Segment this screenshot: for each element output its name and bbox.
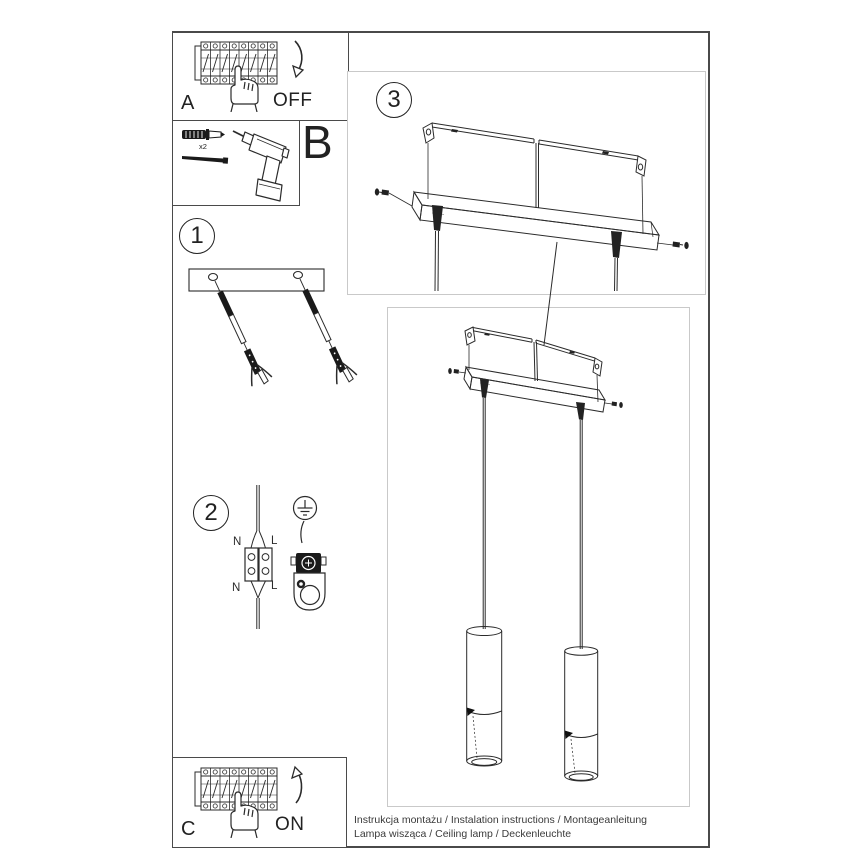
footer-line-1: Instrukcja montażu / Instalation instructions / Montageanleitung — [354, 814, 647, 826]
step3-box — [347, 71, 706, 295]
quantity-label: x2 — [199, 142, 207, 151]
panel-power-on — [173, 757, 347, 847]
on-label: ON — [275, 814, 305, 835]
circuit-breaker-illustration — [187, 764, 287, 838]
step1-number: 1 — [179, 218, 215, 254]
mounting-rail — [423, 123, 646, 176]
off-label: OFF — [273, 90, 313, 111]
terminal-label-l-top: L — [271, 535, 278, 547]
ground-terminal-icon — [291, 553, 326, 610]
suspension-cables — [480, 379, 585, 649]
terminal-block-illustration — [226, 481, 336, 633]
panel-power-off — [173, 33, 349, 121]
screw-icon — [181, 151, 235, 165]
panel-c-letter: C — [181, 818, 196, 840]
mounting-plate-illustration — [186, 263, 361, 403]
anchor-screw-left — [205, 276, 273, 389]
pendant-lamp-illustration — [388, 308, 687, 804]
side-screw-right-small — [605, 402, 623, 409]
earth-symbol-icon — [294, 497, 317, 520]
panel-b-letter: B — [302, 116, 333, 168]
circuit-breaker-illustration — [187, 38, 287, 112]
assembly-box — [387, 307, 690, 807]
pointing-hand-icon — [231, 792, 258, 838]
panel-tools — [173, 121, 300, 206]
terminal-label-n-bottom: N — [232, 582, 241, 594]
pointing-hand-icon — [231, 66, 258, 112]
footer-caption — [354, 813, 704, 841]
panel-a-letter: A — [181, 92, 195, 114]
arrow-up-icon — [279, 765, 303, 805]
page-frame — [172, 31, 710, 848]
footer-line-2: Lampa wisząca / Ceiling lamp / Deckenleuchte — [354, 828, 572, 840]
side-screw-right — [657, 242, 689, 250]
mounting-rail-small — [465, 327, 602, 376]
terminal-label-n-top: N — [233, 536, 242, 548]
step3-number: 3 — [376, 82, 412, 118]
arrow-down-icon — [281, 39, 305, 79]
pendant-tube-right — [565, 647, 598, 781]
drill-icon — [231, 125, 295, 203]
side-screw-left — [375, 188, 412, 206]
pendant-tube-left — [467, 627, 502, 767]
side-screw-left-small — [448, 368, 466, 374]
step2-number: 2 — [193, 495, 229, 531]
bracket-canopy-illustration — [348, 72, 703, 292]
terminal-label-l-bottom: L — [271, 580, 278, 592]
